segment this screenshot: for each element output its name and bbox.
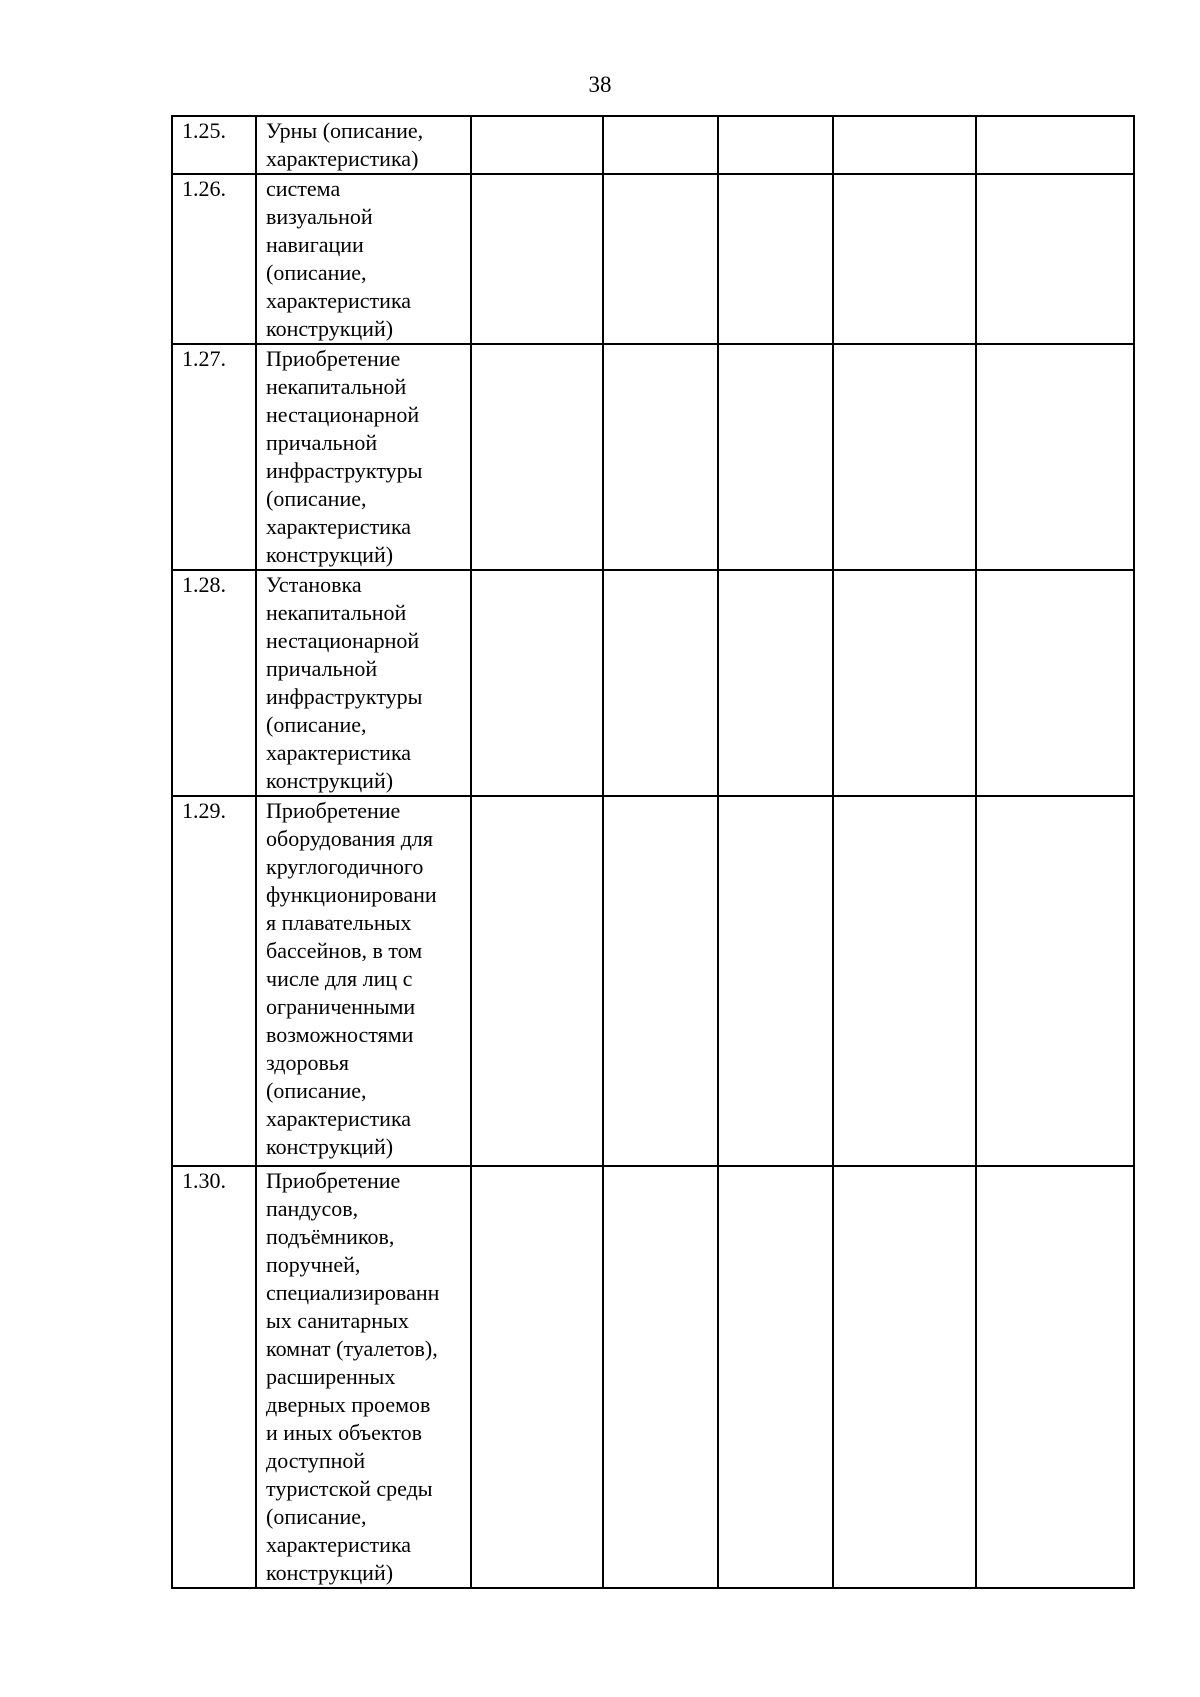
empty-cell [718,1166,833,1588]
empty-cell [833,1166,976,1588]
row-description-text: Приобретение пандусов, подъёмников, поручней, специализированн ых санитарных комнат (туалетов), расширенных дверных проемов и иных объектов доступной туристской среды (описание, характеристика конструкций) [266,1168,440,1585]
table-row [172,570,1134,796]
table-row [172,174,1134,344]
row-description-text: Установка некапитальной нестационарной причальной инфраструктуры (описание, характеристика конструкций) [266,572,423,793]
empty-cell [833,796,976,1166]
row-number: 1.26. [172,174,256,344]
empty-cell [976,174,1134,344]
row-description [256,570,471,796]
row-description [256,116,471,174]
empty-cell [976,570,1134,796]
empty-cell [603,796,718,1166]
empty-cell [718,570,833,796]
table-row [172,796,1134,1166]
empty-cell [976,116,1134,174]
row-number: 1.25. [172,116,256,174]
empty-cell [833,570,976,796]
empty-cell [718,174,833,344]
table-row [172,344,1134,570]
table-row [172,1166,1134,1588]
empty-cell [603,174,718,344]
row-description [256,344,471,570]
empty-cell [471,344,603,570]
empty-cell [976,344,1134,570]
empty-cell [718,344,833,570]
empty-cell [833,116,976,174]
empty-cell [603,116,718,174]
empty-cell [833,344,976,570]
row-description [256,1166,471,1588]
page-number: 38 [588,72,612,97]
empty-cell [976,796,1134,1166]
row-number: 1.29. [172,796,256,1166]
empty-cell [603,344,718,570]
empty-cell [471,1166,603,1588]
row-number: 1.28. [172,570,256,796]
row-description-text: Приобретение некапитальной нестационарной причальной инфраструктуры (описание, характеристика конструкций) [266,346,423,567]
empty-cell [603,570,718,796]
row-number: 1.30. [172,1166,256,1588]
empty-cell [718,116,833,174]
row-number: 1.27. [172,344,256,570]
equipment-table [171,115,1135,1589]
empty-cell [603,1166,718,1588]
row-description [256,796,471,1166]
empty-cell [471,174,603,344]
row-description-text: Урны (описание, характеристика) [266,118,424,171]
row-description-text: система визуальной навигации (описание, характеристика конструкций) [266,176,412,341]
empty-cell [471,570,603,796]
row-description [256,174,471,344]
empty-cell [471,116,603,174]
empty-cell [471,796,603,1166]
table-row [172,116,1134,174]
row-description-text: Приобретение оборудования для круглогодичного функционировани я плавательных бассейнов, в том числе для лиц с ограниченными возможностями здоровья (описание, характеристика конструкций) [266,798,437,1159]
empty-cell [718,796,833,1166]
empty-cell [833,174,976,344]
empty-cell [976,1166,1134,1588]
